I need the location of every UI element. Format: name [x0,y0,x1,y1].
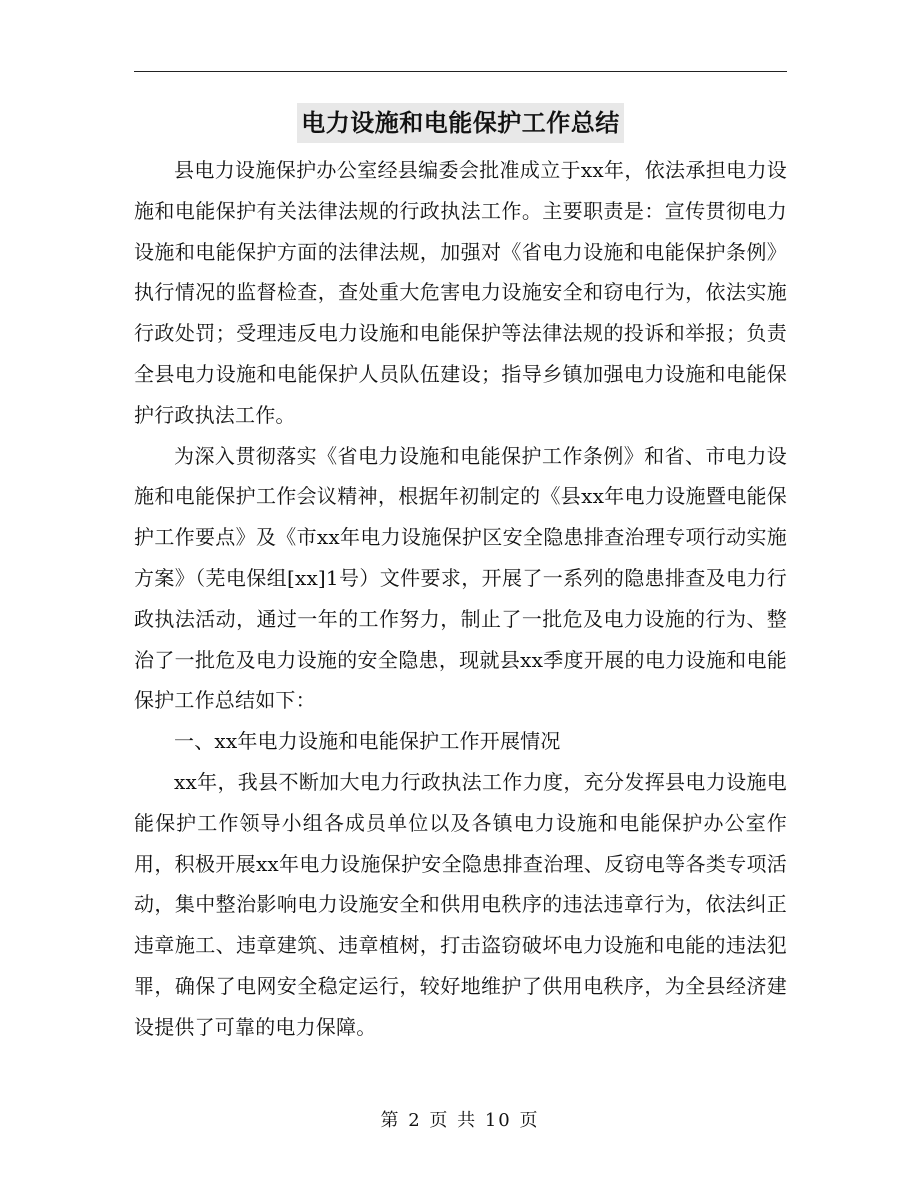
section-heading: 一、xx年电力设施和电能保护工作开展情况 [174,729,561,754]
document-title: 电力设施和电能保护工作总结 [297,103,624,143]
paragraph-background: 为深入贯彻落实《省电力设施和电能保护工作条例》和省、市电力设施和电能保护工作会议精神，根据年初制定的《县xx年电力设施暨电能保护工作要点》及《市xx年电力设施保护区安全隐患排查治理专项行动实施方案》（芜电保组[xx]1号）文件要求，开展了一系列的隐患排查及电力行政执法活动，通过一年的工作努力，制止了一批危及电力设施的行为、整治了一批危及电力设施的安全隐患，现就县xx季度开展的电力设施和电能保护工作总结如下： [134,443,787,713]
page-footer: 第 2 页 共 10 页 [380,1110,540,1131]
paragraph-summary: xx年，我县不断加大电力行政执法工作力度，充分发挥县电力设施电能保护工作领导小组各成员单位以及各镇电力设施和电能保护办公室作用，积极开展xx年电力设施保护安全隐患排查治理、反窃电等各类专项活动，集中整治影响电力设施安全和供用电秩序的违法违章行为，依法纠正违章施工、违章建筑、违章植树，打击盗窃破坏电力设施和电能的违法犯罪，确保了电网安全稳定运行，较好地维护了供用电秩序，为全县经济建设提供了可靠的电力保障。 [134,769,787,1039]
document-body [134,150,787,1048]
title-container [134,103,787,143]
paragraph-intro: 县电力设施保护办公室经县编委会批准成立于xx年，依法承担电力设施和电能保护有关法律法规的行政执法工作。主要职责是：宣传贯彻电力设施和电能保护方面的法律法规，加强对《省电力设施和电能保护条例》执行情况的监督检查，查处重大危害电力设施安全和窃电行为，依法实施行政处罚；受理违反电力设施和电能保护等法律法规的投诉和举报；负责全县电力设施和电能保护人员队伍建设；指导乡镇加强电力设施和电能保护行政执法工作。 [134,158,787,427]
header-rule [134,71,787,72]
